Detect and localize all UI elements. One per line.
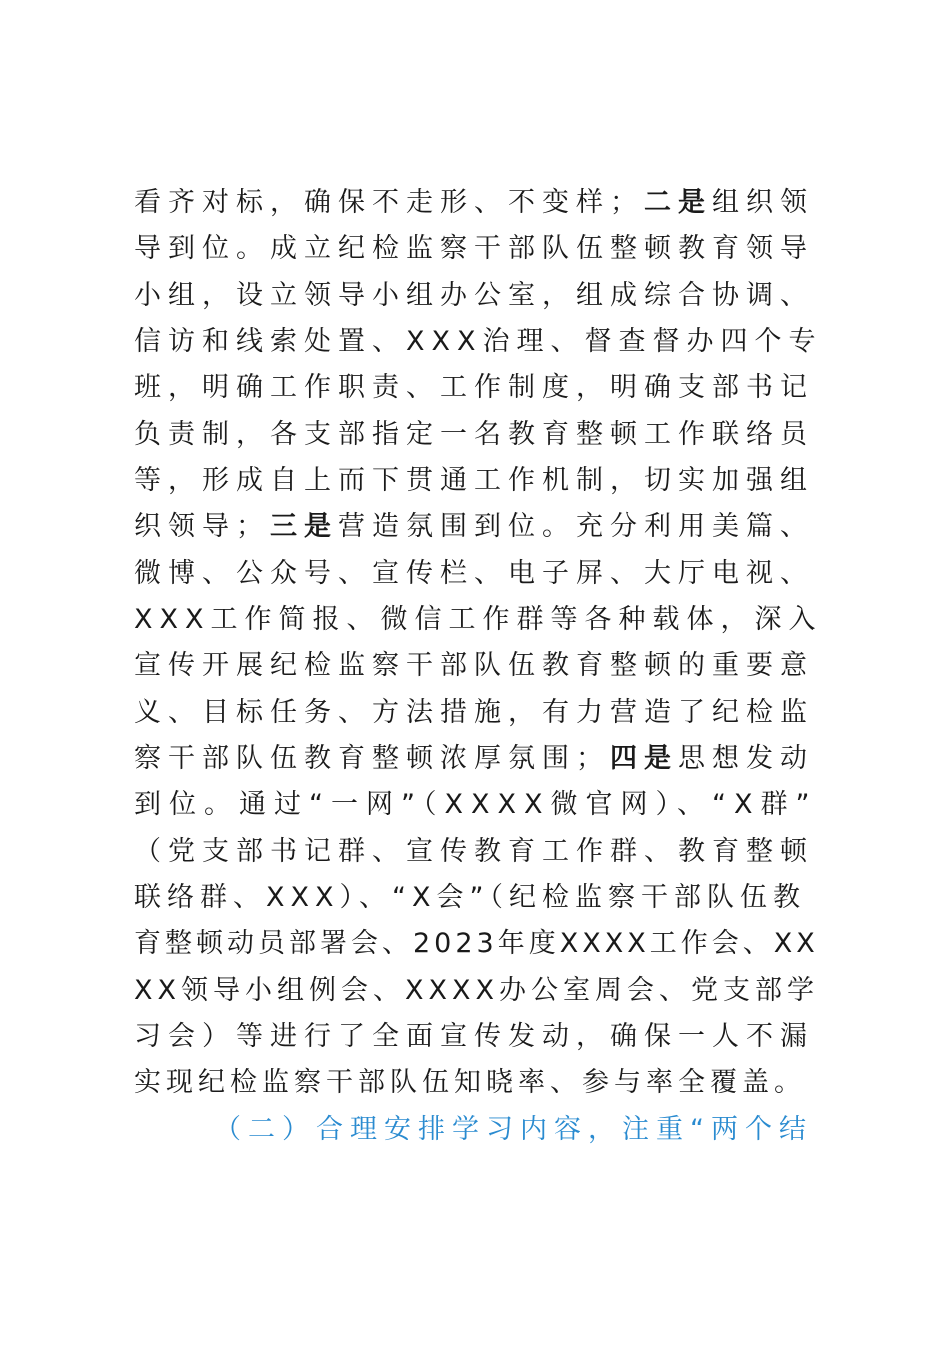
text-run: 微博、公众号、宣传栏、电子屏、大厅电视、 bbox=[134, 558, 814, 589]
text-run: 小组，设立领导小组办公室，组成综合协调、 bbox=[134, 280, 814, 311]
body-text-line bbox=[134, 785, 824, 825]
body-text-line bbox=[134, 322, 824, 362]
body-text-line bbox=[134, 1017, 824, 1057]
body-text-line bbox=[134, 183, 824, 223]
body-text-line bbox=[134, 415, 824, 455]
body-text-line bbox=[134, 832, 824, 872]
body-text-line bbox=[134, 600, 824, 640]
text-run: 组织领 bbox=[712, 187, 814, 218]
bold-run-in: 四是 bbox=[610, 743, 678, 774]
text-run: 织领导； bbox=[134, 511, 270, 542]
text-run: 育整顿动员部署会、2023年度XXXX工作会、XX bbox=[134, 928, 819, 959]
body-text-line bbox=[134, 554, 824, 594]
body-text-line bbox=[134, 971, 824, 1011]
text-run: 宣传开展纪检监察干部队伍教育整顿的重要意 bbox=[134, 650, 814, 681]
text-run: 实现纪检监察干部队伍知晓率、参与率全覆盖。 bbox=[134, 1067, 806, 1098]
text-run: 看齐对标，确保不走形、不变样； bbox=[134, 187, 644, 218]
body-text-line bbox=[134, 878, 824, 918]
body-text-line bbox=[134, 646, 824, 686]
text-run: （党支部书记群、宣传教育工作群、教育整顿 bbox=[134, 836, 814, 867]
text-run: 班，明确工作职责、工作制度，明确支部书记 bbox=[134, 372, 814, 403]
body-text-line bbox=[134, 693, 824, 733]
body-text-line bbox=[134, 924, 824, 964]
body-text-line bbox=[134, 368, 824, 408]
body-text-line bbox=[134, 276, 824, 316]
text-run: 营造氛围到位。充分利用美篇、 bbox=[338, 511, 814, 542]
text-run: 信访和线索处置、XXX治理、督查督办四个专 bbox=[134, 326, 823, 357]
text-run: XX领导小组例会、XXXX办公室周会、党支部学 bbox=[134, 975, 819, 1006]
text-run: 负责制，各支部指定一名教育整顿工作联络员 bbox=[134, 419, 814, 450]
body-text-line bbox=[134, 507, 824, 547]
bold-run-in: 三是 bbox=[270, 511, 338, 542]
text-run: 习会）等进行了全面宣传发动，确保一人不漏 bbox=[134, 1021, 814, 1052]
text-run: 等，形成自上而下贯通工作机制，切实加强组 bbox=[134, 465, 814, 496]
text-run: 联络群、XXX）、“X会”（纪检监察干部队伍教 bbox=[134, 882, 806, 913]
text-run: XXX工作简报、微信工作群等各种载体，深入 bbox=[134, 604, 823, 635]
text-run: 义、目标任务、方法措施，有力营造了纪检监 bbox=[134, 697, 814, 728]
body-text-line bbox=[134, 739, 824, 779]
text-run: 思想发动 bbox=[678, 743, 814, 774]
body-text-line bbox=[134, 461, 824, 501]
section-heading: （二）合理安排学习内容，注重“两个结 bbox=[214, 1114, 813, 1145]
body-text-line bbox=[134, 229, 824, 269]
text-run: 察干部队伍教育整顿浓厚氛围； bbox=[134, 743, 610, 774]
text-run: 导到位。成立纪检监察干部队伍整顿教育领导 bbox=[134, 233, 814, 264]
text-run: 到位。通过“一网”（XXXX微官网）、“X群” bbox=[134, 789, 818, 820]
body-text-line bbox=[134, 1063, 824, 1103]
bold-run-in: 二是 bbox=[644, 187, 712, 218]
